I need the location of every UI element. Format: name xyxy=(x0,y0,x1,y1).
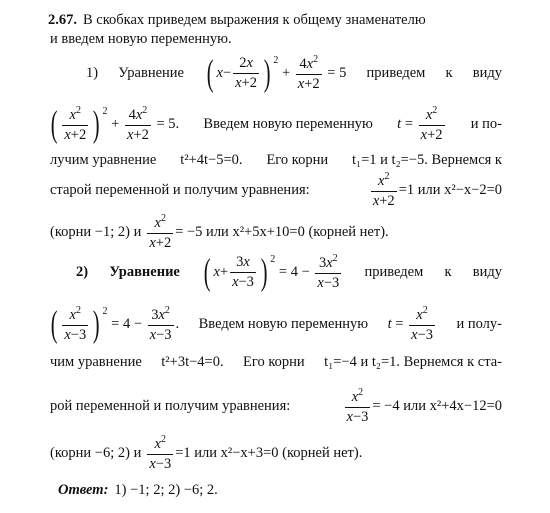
part1-and-get-text: и по- xyxy=(470,116,502,132)
part1-second-equation: $\frac{x^2}{x+2}$ = −5 или x²+5x+10=0 (корней нет). xyxy=(149,212,389,251)
problem-number: 2.67. xyxy=(48,12,77,28)
part1-return-text: старой переменной и получим уравнения: xyxy=(50,182,310,198)
part1-roots-values: t₁=1 и t₂=−5. Вернемся к xyxy=(352,152,502,168)
part1-line-1 xyxy=(0,53,550,94)
part2-line-2 xyxy=(0,304,550,345)
header-line-2 xyxy=(0,31,550,47)
part2-get-equation-text: чим уравнение xyxy=(50,354,142,370)
part1-word-to: к xyxy=(445,65,453,81)
part1-roots-first: (корни −1; 2) и xyxy=(50,224,142,240)
part1-line-5 xyxy=(0,212,550,251)
part2-back-substitution: $\frac{x^2}{x-3}$ = −4 или x²+4x−12=0 xyxy=(346,386,502,425)
part1-get-equation-text: лучим уравнение xyxy=(50,152,157,168)
part2-line-3 xyxy=(0,354,550,370)
part1-equation: ( x − 2x x+2 ) 2 + $4x^2$ x+2 = 5 xyxy=(206,53,347,94)
part1-label: 1) xyxy=(86,65,99,81)
answer-value: 1) −1; 2; 2) −6; 2. xyxy=(114,482,218,498)
part1-line-4 xyxy=(0,170,550,209)
part2-roots-first: (корни −6; 2) и xyxy=(50,445,142,461)
part2-second-equation: $\frac{x^2}{x-3}$ =1 или x²−x+3=0 (корней нет). xyxy=(149,433,363,472)
part2-label: 2) xyxy=(76,264,89,280)
part1-word-reduce: приведем xyxy=(366,65,426,81)
part1-line-2 xyxy=(0,104,550,145)
answer-label: Ответ: xyxy=(58,482,109,498)
part2-return-text: рой переменной и получим уравнения: xyxy=(50,398,291,414)
part2-roots-values: t₁=−4 и t₂=1. Вернемся к ста- xyxy=(324,354,502,370)
part2-and-get-text: и полу- xyxy=(456,316,502,332)
part2-word-equation: Уравнение xyxy=(109,264,180,280)
answer-line xyxy=(0,482,550,498)
part2-reduced-equation: ( $x^2$ x−3 ) 2 = 4 − $3x^2$ x−3 . xyxy=(50,304,180,345)
part1-reduced-equation: ( $x^2$ x+2 ) 2 + $4x^2$ x+2 = 5. xyxy=(50,104,180,145)
part1-new-variable-text: Введем новую переменную xyxy=(203,116,373,132)
part1-quadratic-in-t: t²+4t−5=0. xyxy=(180,152,243,168)
part2-new-variable-text: Введем новую переменную xyxy=(198,316,369,332)
part2-roots-text: Его корни xyxy=(243,354,305,370)
part2-word-to: к xyxy=(444,264,452,280)
part1-substitution: t = $x^2$ x+2 xyxy=(397,104,443,143)
part2-word-reduce: приведем xyxy=(364,264,424,280)
part2-line-4 xyxy=(0,386,550,425)
part2-equation: ( x + 3x x−3 ) 2 = 4 − $3x^2$ x−3 xyxy=(203,252,340,293)
part1-word-form: виду xyxy=(472,65,502,81)
part2-line-5 xyxy=(0,433,550,472)
part2-line-1 xyxy=(0,252,550,293)
part2-quadratic-in-t: t²+3t−4=0. xyxy=(161,354,224,370)
part1-word-equation: Уравнение xyxy=(118,65,184,81)
part1-roots-text: Его корни xyxy=(266,152,329,168)
header-line-1 xyxy=(0,12,550,28)
part1-back-substitution: $\frac{x^2}{x+2}$ =1 или x²−x−2=0 xyxy=(372,170,502,209)
part2-word-form: виду xyxy=(472,264,502,280)
intro-text-2: и введем новую переменную. xyxy=(50,31,232,47)
intro-text-1: В скобках приведем выражения к общему знаменателю xyxy=(83,12,426,28)
part2-substitution: t = $x^2$ x−3 xyxy=(387,304,433,343)
part1-line-3 xyxy=(0,152,550,168)
